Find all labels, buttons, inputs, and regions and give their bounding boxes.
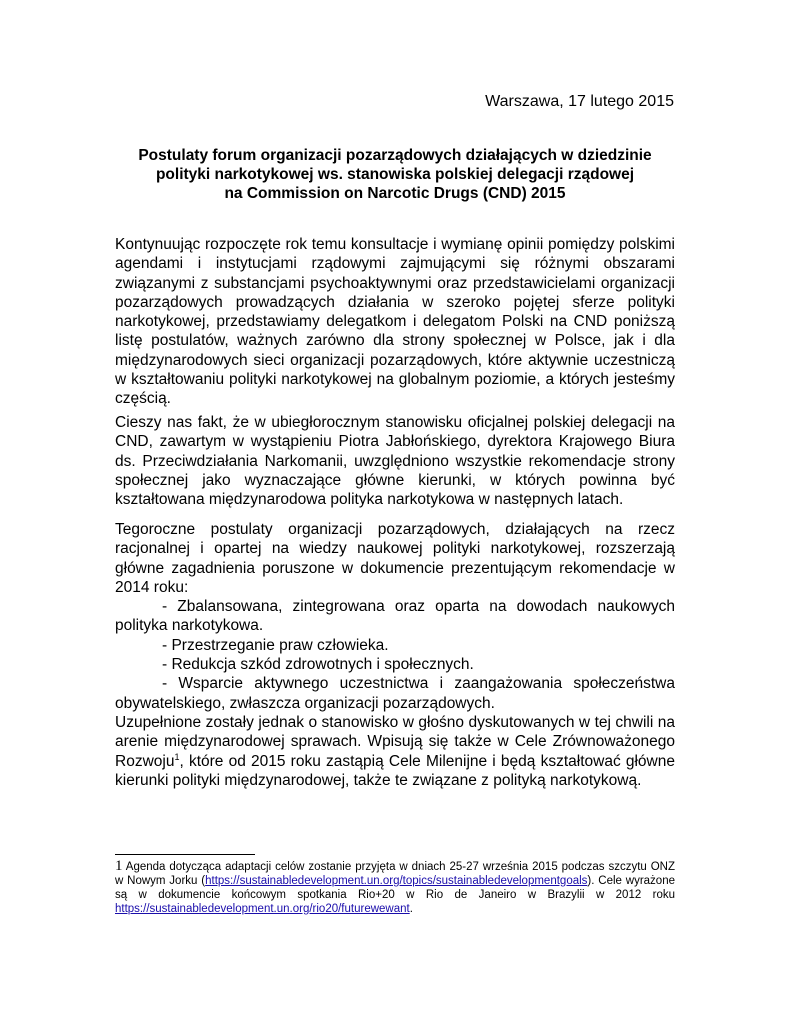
title-line-3: na Commission on Narcotic Drugs (CND) 2015 (224, 185, 566, 202)
paragraph-text: Tegoroczne postulaty organizacji pozarządowych, działających na rzecz racjonalnej i opartej na wiedzy naukowej polityki narkotykowej, rozszerzają główne zagadnienia poruszone w dokumencie prezentującym rekomendacje w 2014 roku: (115, 521, 675, 596)
footnote-text-a: Agenda dotycząca adaptacji celów zostanie przyjęta w dniach 25-27 września 2015 podczas szczytu ONZ w Nowym Jorku ( (115, 861, 675, 887)
document-title (115, 146, 675, 203)
list-item: - Przestrzeganie praw człowieka. (162, 636, 389, 654)
footnote-number: 1 (115, 858, 123, 874)
paragraph-1 (115, 235, 675, 409)
footnote-text-b: ). Cele wyrażone są w dokumencie końcowym spotkania Rio+20 w Rio de Janeiro w Brazylii w 2012 roku (115, 875, 675, 901)
list-item: - Zbalansowana, zintegrowana oraz oparta na dowodach naukowych polityka narkotykowa. (115, 598, 675, 635)
title-line-1: Postulaty forum organizacji pozarządowych działających w dziedzinie (138, 147, 652, 164)
footnote-link-rio20[interactable]: https://sustainabledevelopment.un.org/rio20/futurewewant (115, 903, 410, 915)
list-item: - Redukcja szkód zdrowotnych i społecznych. (162, 656, 474, 674)
paragraph-text: Kontynuując rozpoczęte rok temu konsultacje i wymianę opinii pomiędzy polskimi agendami i instytucjami rządowymi zajmującymi się różnymi obszarami związanymi z substancjami psychoaktywnymi oraz przedstawicielami organizacji pozarządowych prowadzących działania w szeroko pojętej sferze polityki narkotykowej, przedstawiamy delegatkom i delegatom Polski na CND poniższą listę postulatów, ważnych zarówno dla strony społecznej w Polsce, jak i dla międzynarodowych sieci organizacji pozarządowych, które aktywnie uczestniczą w kształtowaniu polityki narkotykowej na globalnym poziomie, a których jesteśmy częścią. (115, 236, 675, 408)
footnote-reference: 1 (174, 751, 180, 762)
footnote-divider (115, 854, 255, 855)
title-line-2: polityki narkotykowej ws. stanowiska polskiej delegacji rządowej (155, 166, 635, 183)
list-item: - Wsparcie aktywnego uczestnictwa i zaangażowania społeczeństwa obywatelskiego, zwłaszcza organizacji pozarządowych. (115, 675, 675, 712)
paragraph-3 (115, 520, 675, 790)
paragraph-text: Cieszy nas fakt, że w ubiegłorocznym stanowisku oficjalnej polskiej delegacji na CND, zawartym w wystąpieniu Piotra Jabłońskiego, dyrektora Krajowego Biura ds. Przeciwdziałania Narkomanii, uwzględniono wszystkie rekomendacje strony społecznej jako wyznaczające główne kierunki, w których powinna być kształtowana międzynarodowa polityka narkotykowa w następnych latach. (115, 414, 675, 509)
paragraph-4-text-b: , które od 2015 roku zastąpią Cele Milenijne i będą kształtować główne kierunki polityki międzynarodowej, także te związane z polityką narkotykową. (115, 752, 675, 789)
footnote-text-c: . (409, 903, 413, 915)
paragraph-4-text-a: Uzupełnione zostały jednak o stanowisko w głośno dyskutowanych w tej chwili na arenie międzynarodowej sprawach. Wpisują się także w Cele Zrównoważonego Rozwoju (115, 713, 675, 770)
footnote-link-sdg[interactable]: https://sustainabledevelopment.un.org/topics/sustainabledevelopmentgoals (205, 875, 588, 887)
document-date: Warszawa, 17 lutego 2015 (485, 93, 674, 110)
paragraph-4 (115, 713, 675, 790)
paragraph-2 (115, 413, 675, 509)
footnote (115, 859, 675, 916)
